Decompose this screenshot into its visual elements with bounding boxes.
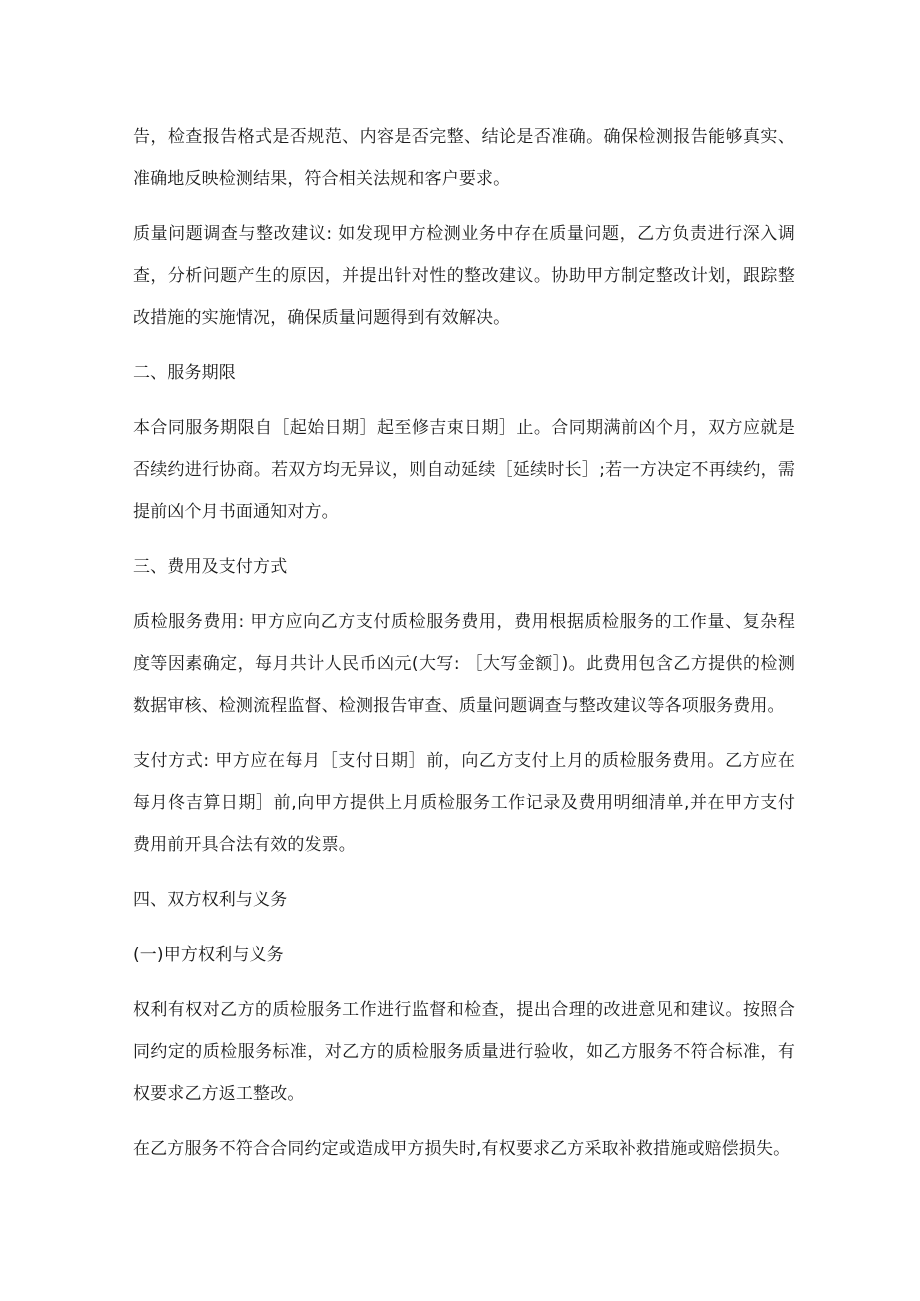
section-heading-service-term: 二、服务期限 [133, 363, 236, 383]
paragraph-report-review: 告，检查报告格式是否规范、内容是否完整、结论是否准确。确保检测报告能够真实、准确地反映检测结果，符合相关法规和客户要求。 [133, 127, 795, 189]
paragraph-party-a-rights: 权利有权对乙方的质检服务工作进行监督和检查，提出合理的改进意见和建议。按照合同约定的质检服务标准，对乙方的质检服务质量进行验收，如乙方服务不符合标准，有权要求乙方返工整改。 [133, 1000, 795, 1104]
section-heading-fees-payment: 三、费用及支付方式 [133, 557, 288, 577]
paragraph-payment-method: 支付方式: 甲方应在每月［支付日期］前，向乙方支付上月的质检服务费用。乙方应在每月佟吉算日期］前,向甲方提供上月质检服务工作记录及费用明细清单,并在甲方支付费用前开具合法有效的发票。 [133, 751, 795, 855]
paragraph-party-a-remedy: 在乙方服务不符合合同约定或造成甲方损失时,有权要求乙方采取补救措施或赔偿损失。 [133, 1139, 791, 1159]
paragraph-service-fees: 质检服务费用: 甲方应向乙方支付质检服务费用，费用根据质检服务的工作量、复杂程度等因素确定，每月共计人民币凶元(大写: ［大写金额］)。此费用包含乙方提供的检测数据审核、检测流程监督、检测报告审查、质量问题调查与整改建议等各项服务费用。 [133, 612, 795, 716]
paragraph-service-term: 本合同服务期限自［起始日期］起至修吉束日期］止。合同期满前凶个月，双方应就是否续约进行协商。若双方均无异议，则自动延续［延续时长］;若一方决定不再续约，需提前凶个月书面通知对方。 [133, 418, 795, 522]
document-body [133, 116, 795, 1183]
subsection-heading-party-a: (一)甲方权利与义务 [133, 945, 284, 965]
paragraph-quality-investigation: 质量问题调查与整改建议: 如发现甲方检测业务中存在质量问题，乙方负责进行深入调查，分析问题产生的原因，并提出针对性的整改建议。协助甲方制定整改计划，跟踪整改措施的实施情况，确保质量问题得到有效解决。 [133, 224, 795, 328]
section-heading-rights-obligations: 四、双方权利与义务 [133, 890, 288, 910]
